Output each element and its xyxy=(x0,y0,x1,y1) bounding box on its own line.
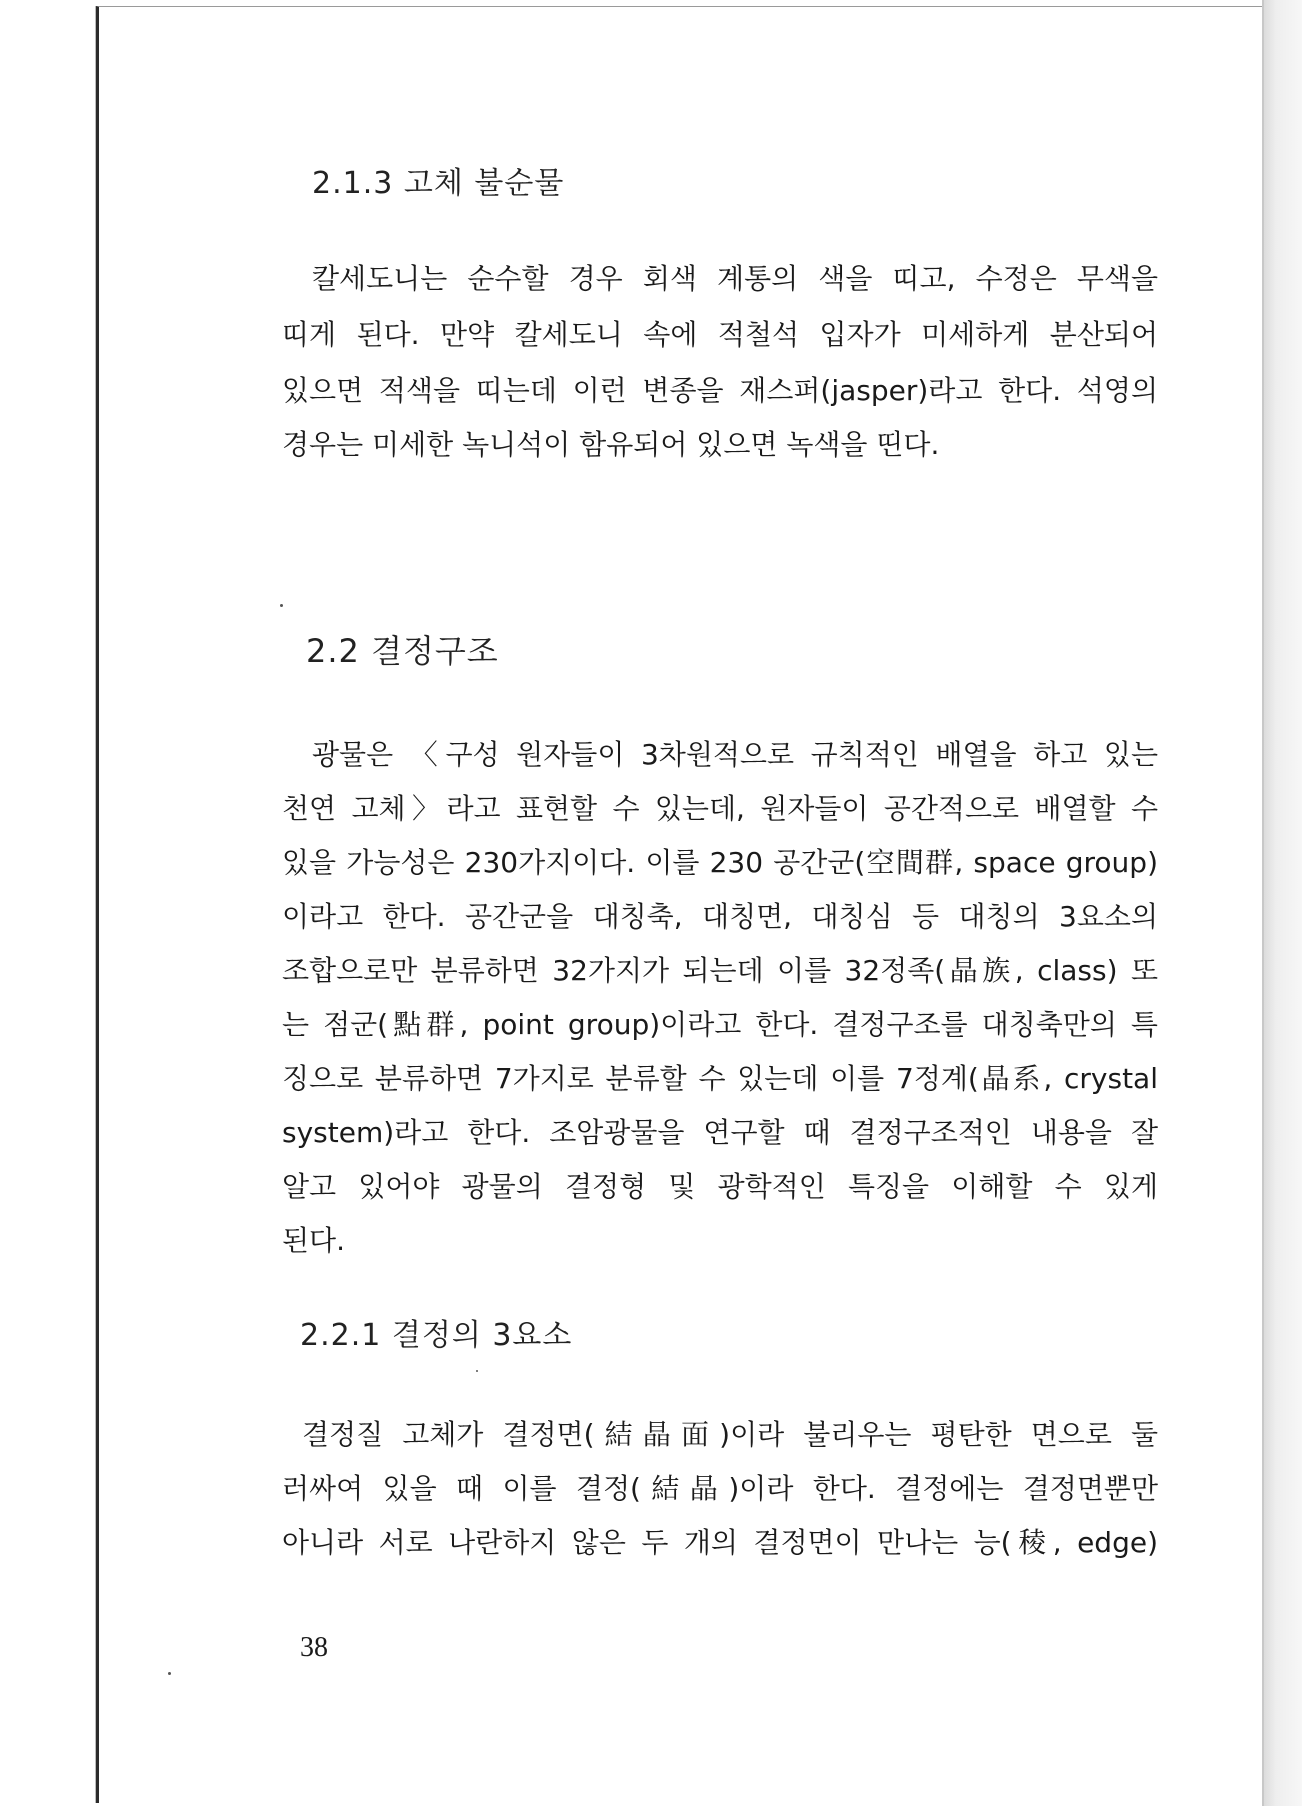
paragraph-line: 천연 고체〉라고 표현할 수 있는데, 원자들이 공간적으로 배열할 수 xyxy=(282,792,1158,825)
paragraph-line: 조합으로만 분류하면 32가지가 되는데 이를 32정족(晶族, class) 또 xyxy=(282,954,1158,987)
paragraph-line: 있으면 적색을 띠는데 이런 변종을 재스퍼(jasper)라고 한다. 석영의 xyxy=(282,374,1158,407)
paragraph-line: 있을 가능성은 230가지이다. 이를 230 공간군(空間群, space group) xyxy=(282,846,1158,879)
scan-speck xyxy=(476,1370,478,1372)
heading-2-2: 2.2 결정구조 xyxy=(306,632,499,670)
paragraph-line: 징으로 분류하면 7가지로 분류할 수 있는데 이를 7정계(晶系, crystal xyxy=(282,1062,1158,1095)
page-right-border xyxy=(1262,0,1264,1806)
paragraph-line: 알고 있어야 광물의 결정형 및 광학적인 특징을 이해할 수 있게 xyxy=(282,1170,1158,1203)
scan-speck xyxy=(280,604,283,607)
paragraph-line: 된다. xyxy=(282,1224,345,1257)
scan-speck xyxy=(168,1672,171,1675)
paragraph-line: 띠게 된다. 만약 칼세도니 속에 적철석 입자가 미세하게 분산되어 xyxy=(282,318,1158,351)
paragraph-line: 광물은 〈구성 원자들이 3차원적으로 규칙적인 배열을 하고 있는 xyxy=(312,738,1158,771)
paragraph-line: 결정질 고체가 결정면(結晶面)이라 불리우는 평탄한 면으로 둘 xyxy=(302,1418,1158,1451)
paragraph-line: 아니라 서로 나란하지 않은 두 개의 결정면이 만나는 능(稜, edge) xyxy=(282,1526,1158,1559)
page-number: 38 xyxy=(300,1632,328,1663)
heading-2-1-3: 2.1.3 고체 불순물 xyxy=(312,166,565,201)
paragraph-line: system)라고 한다. 조암광물을 연구할 때 결정구조적인 내용을 잘 xyxy=(282,1116,1158,1149)
background-left xyxy=(0,0,96,1806)
page-right-shadow xyxy=(1262,0,1302,1806)
paragraph-line: 칼세도니는 순수할 경우 회색 계통의 색을 띠고, 수정은 무색을 xyxy=(312,262,1158,295)
paragraph-line: 경우는 미세한 녹니석이 함유되어 있으면 녹색을 띤다. xyxy=(282,428,940,461)
paragraph-line: 이라고 한다. 공간군을 대칭축, 대칭면, 대칭심 등 대칭의 3요소의 xyxy=(282,900,1158,933)
paragraph-line: 는 점군(點群, point group)이라고 한다. 결정구조를 대칭축만의 특 xyxy=(282,1008,1158,1041)
paragraph-line: 러싸여 있을 때 이를 결정(結晶)이라 한다. 결정에는 결정면뿐만 xyxy=(282,1472,1158,1505)
heading-2-2-1: 2.2.1 결정의 3요소 xyxy=(300,1318,573,1353)
